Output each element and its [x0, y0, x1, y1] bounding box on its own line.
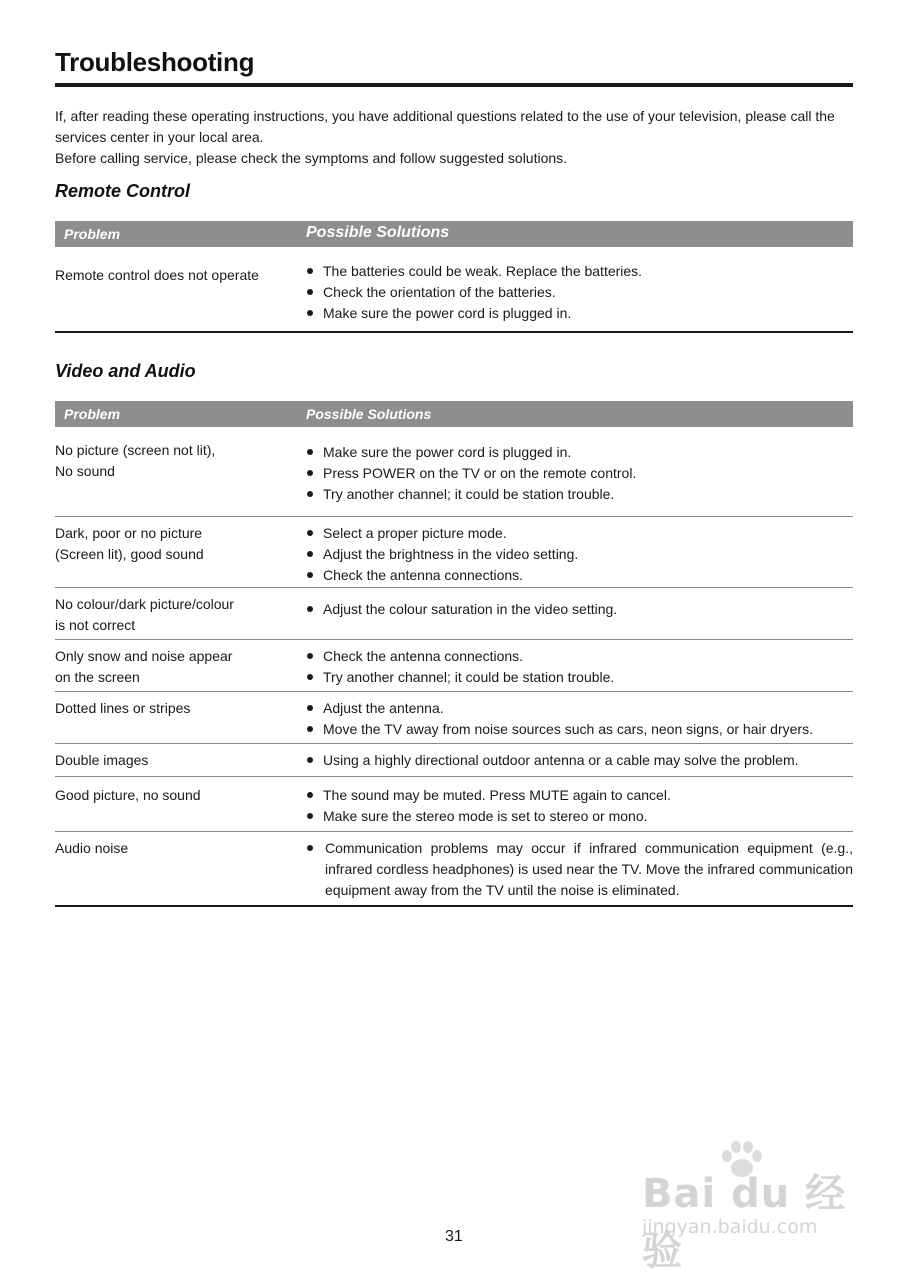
- list-item: Make sure the stereo mode is set to stereo or mono.: [305, 806, 853, 827]
- problem-cell: Dark, poor or no picture (Screen lit), good sound: [55, 525, 204, 562]
- bullet-icon: [307, 310, 313, 316]
- list-item: Check the antenna connections.: [305, 646, 853, 667]
- problem-cell: No colour/dark picture/colour is not correct: [55, 596, 234, 633]
- list-item: Select a proper picture mode.: [305, 523, 853, 544]
- list-item: Check the orientation of the batteries.: [305, 282, 853, 303]
- bullet-icon: [307, 653, 313, 659]
- solutions-list: [305, 442, 853, 505]
- watermark-url: jingyan.baidu.com: [642, 1216, 818, 1238]
- list-item: The batteries could be weak. Replace the batteries.: [305, 261, 853, 282]
- title-divider: [55, 83, 853, 87]
- header-problem: Problem: [64, 406, 121, 422]
- table-row: [55, 588, 853, 640]
- intro-paragraph-1: If, after reading these operating instructions, you have additional questions related to the use of your television, please call the services center in your local area.: [55, 108, 835, 145]
- bullet-icon: [307, 674, 313, 680]
- header-solutions: Possible Solutions: [306, 406, 432, 422]
- header-solutions: Possible Solutions: [306, 224, 450, 241]
- list-item: Make sure the power cord is plugged in.: [305, 303, 853, 324]
- bullet-icon: [307, 530, 313, 536]
- bullet-icon: [307, 606, 313, 612]
- list-item: Make sure the power cord is plugged in.: [305, 442, 853, 463]
- table-row: [55, 247, 853, 333]
- bullet-icon: [307, 551, 313, 557]
- problem-cell: Good picture, no sound: [55, 787, 201, 803]
- table-row: [55, 832, 853, 907]
- list-item: Adjust the colour saturation in the video setting.: [305, 599, 853, 620]
- list-item: Move the TV away from noise sources such as cars, neon signs, or hair dryers.: [305, 719, 853, 740]
- list-item: Try another channel; it could be station trouble.: [305, 667, 853, 688]
- table-row: [55, 744, 853, 777]
- solutions-list: [305, 599, 853, 620]
- table-row: [55, 517, 853, 588]
- table-header: [55, 401, 853, 427]
- table-row: [55, 692, 853, 744]
- problem-cell: Remote control does not operate: [55, 267, 259, 283]
- baidu-watermark: [590, 1140, 860, 1274]
- table-row: [55, 777, 853, 832]
- watermark-logo: Bai du 经验: [642, 1171, 847, 1274]
- remote-control-table: [55, 221, 853, 333]
- list-item: Using a highly directional outdoor antenna or a cable may solve the problem.: [305, 750, 853, 771]
- problem-cell: Only snow and noise appear on the screen: [55, 648, 233, 685]
- bullet-icon: [307, 845, 313, 851]
- page-title: Troubleshooting: [55, 47, 255, 77]
- problem-cell: Audio noise: [55, 840, 129, 856]
- bullet-icon: [307, 726, 313, 732]
- solutions-list: [305, 261, 853, 324]
- list-item: Try another channel; it could be station trouble.: [305, 484, 853, 505]
- solutions-list: [305, 698, 853, 740]
- problem-cell: No picture (screen not lit), No sound: [55, 442, 216, 479]
- bullet-icon: [307, 449, 313, 455]
- bullet-icon: [307, 268, 313, 274]
- table-header: [55, 221, 853, 247]
- intro-paragraph-2: Before calling service, please check the symptoms and follow suggested solutions.: [55, 150, 568, 166]
- bullet-icon: [307, 757, 313, 763]
- bullet-icon: [307, 792, 313, 798]
- page-number: 31: [445, 1228, 463, 1245]
- bullet-icon: [307, 813, 313, 819]
- bullet-icon: [307, 289, 313, 295]
- solutions-list: [305, 785, 853, 827]
- solutions-list: [305, 523, 853, 586]
- table-row: [55, 427, 853, 517]
- manual-page: [55, 0, 853, 1280]
- list-item: Check the antenna connections.: [305, 565, 853, 586]
- section-heading-remote-control: Remote Control: [55, 181, 190, 201]
- bullet-icon: [307, 572, 313, 578]
- list-item: Communication problems may occur if infrared communication equipment (e.g., infrared cordless headphones) is used near the TV. Move the infrared communication equipment away from the TV until the noise is eliminated.: [305, 838, 853, 901]
- list-item: Adjust the antenna.: [305, 698, 853, 719]
- section-heading-video-audio: Video and Audio: [55, 361, 196, 381]
- solutions-list: [305, 838, 853, 901]
- problem-cell: Dotted lines or stripes: [55, 700, 191, 716]
- table-row: [55, 640, 853, 692]
- problem-cell: Double images: [55, 752, 149, 768]
- solutions-list: [305, 750, 853, 771]
- video-audio-table: [55, 401, 853, 907]
- bullet-icon: [307, 705, 313, 711]
- list-item: Adjust the brightness in the video setting.: [305, 544, 853, 565]
- list-item: The sound may be muted. Press MUTE again to cancel.: [305, 785, 853, 806]
- intro-text: [55, 106, 853, 169]
- header-problem: Problem: [64, 226, 121, 242]
- solutions-list: [305, 646, 853, 688]
- bullet-icon: [307, 491, 313, 497]
- list-item: Press POWER on the TV or on the remote control.: [305, 463, 853, 484]
- bullet-icon: [307, 470, 313, 476]
